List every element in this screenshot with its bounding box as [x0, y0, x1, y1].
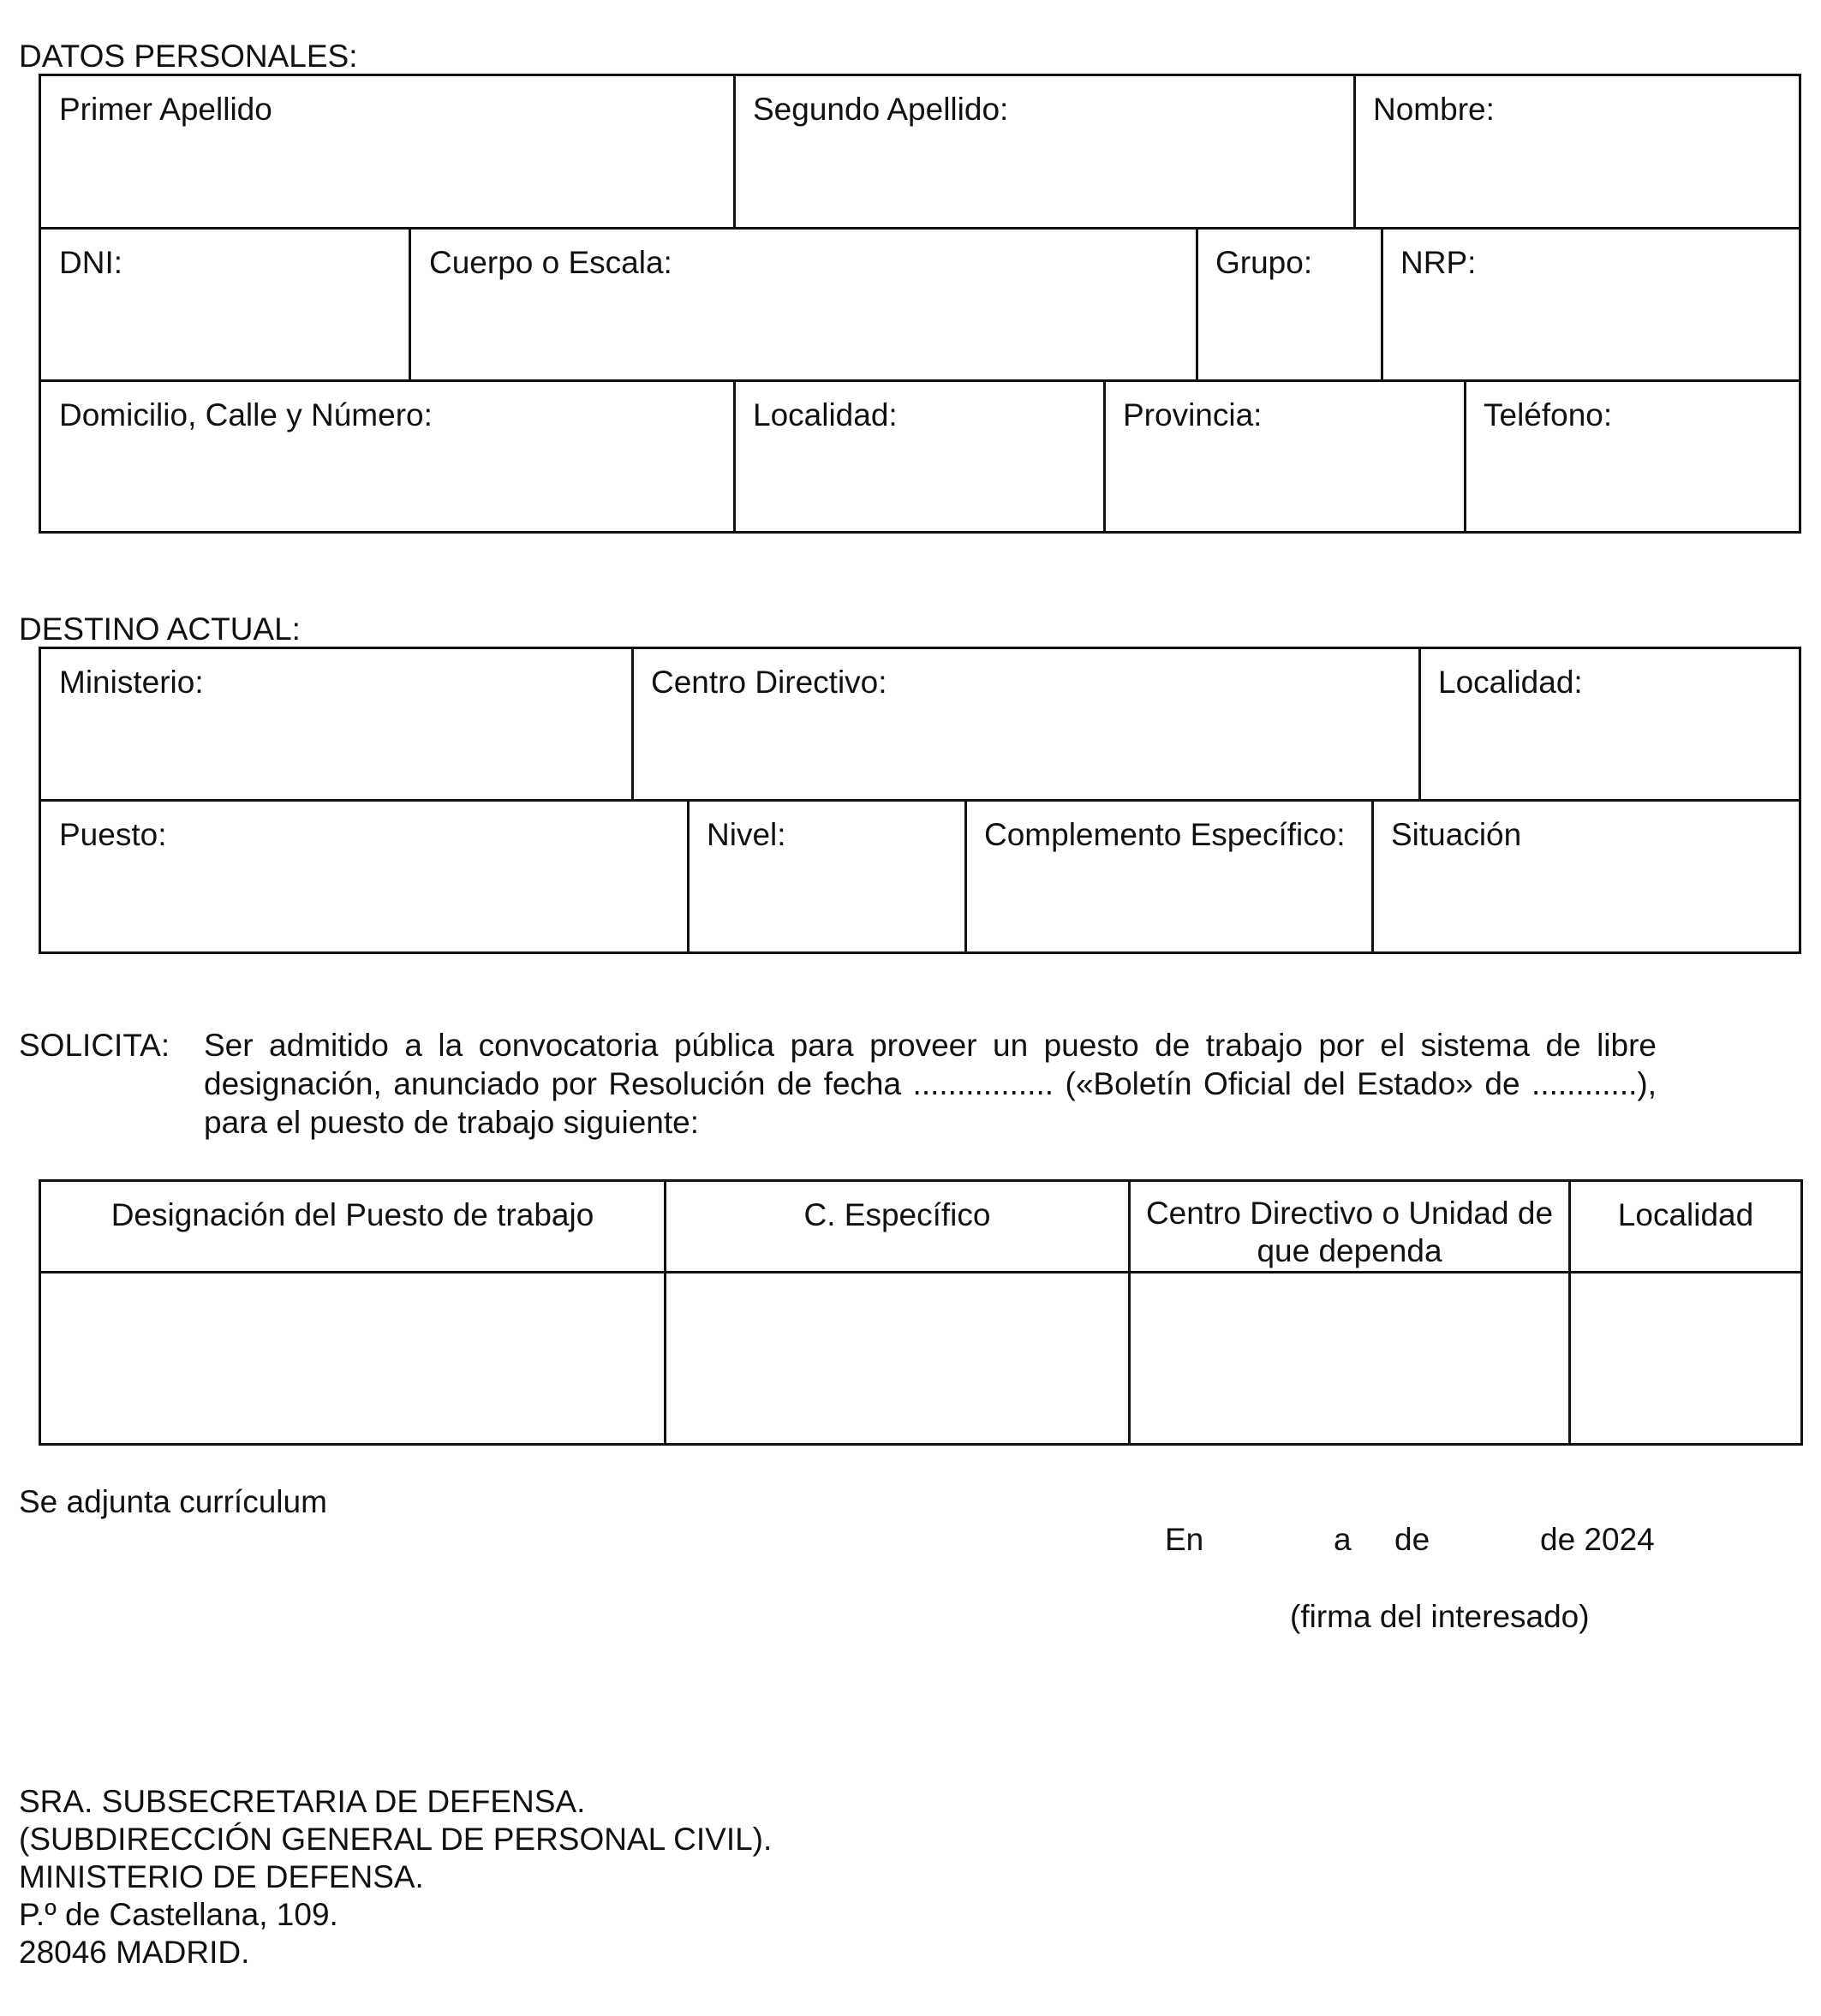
date-de: de [1394, 1522, 1430, 1557]
curriculum-note: Se adjunta currículum [19, 1484, 327, 1519]
address-line: SRA. SUBSECRETARIA DE DEFENSA. [19, 1784, 586, 1819]
signature-label: (firma del interesado) [1290, 1599, 1590, 1634]
table-row-divider [39, 799, 1801, 802]
nrp-field[interactable]: NRP: [1400, 245, 1477, 280]
solicita-text: Ser admitido a la convocatoria pública para proveer un puesto de trabajo por el sistema de libre designación, anunciado por Resolución de fecha ................ («Boletín Oficial del Estado» de ............), para el puesto de trabajo siguiente: [204, 1028, 1657, 1140]
table-header-localidad: Localidad [1617, 1197, 1754, 1232]
solicita-label: SOLICITA: [19, 1028, 170, 1063]
section-title-datos-personales: DATOS PERSONALES: [19, 39, 358, 74]
table-col-divider [1371, 799, 1374, 953]
domicilio-field[interactable]: Domicilio, Calle y Número: [59, 397, 433, 432]
segundo-apellido-field[interactable]: Segundo Apellido: [753, 92, 1009, 127]
table-col-divider [631, 647, 634, 801]
table-col-divider [1196, 227, 1198, 381]
ministerio-field[interactable]: Ministerio: [59, 665, 204, 700]
telefono-field[interactable]: Teléfono: [1484, 397, 1613, 432]
primer-apellido-field[interactable]: Primer Apellido [59, 92, 272, 127]
table-row-divider [39, 379, 1801, 382]
puesto-field[interactable]: Puesto: [59, 817, 167, 852]
table-header-c-especifico: C. Específico [803, 1197, 991, 1232]
table-row-centro-directivo-cell[interactable] [1131, 1273, 1568, 1443]
table-col-divider [687, 799, 690, 953]
recipient-address [19, 1783, 772, 1971]
date-a: a [1334, 1522, 1352, 1557]
table-col-divider [409, 227, 411, 381]
grupo-field[interactable]: Grupo: [1215, 245, 1313, 280]
table-header-designacion: Designación del Puesto de trabajo [110, 1197, 594, 1232]
table-col-divider [1353, 74, 1356, 228]
situacion-field[interactable]: Situación [1391, 817, 1522, 852]
provincia-field[interactable]: Provincia: [1123, 397, 1263, 432]
table-row-localidad-cell[interactable] [1571, 1273, 1800, 1443]
table-row-c-especifico-cell[interactable] [666, 1273, 1128, 1443]
table-header-centro-directivo: Centro Directivo o Unidad de que dependa [1145, 1196, 1554, 1268]
complemento-especifico-field[interactable]: Complemento Específico: [984, 817, 1346, 852]
table-col-divider [1381, 227, 1383, 381]
table-col-divider [733, 379, 736, 534]
cuerpo-escala-field[interactable]: Cuerpo o Escala: [429, 245, 672, 280]
table-col-divider [1103, 379, 1106, 534]
localidad-field[interactable]: Localidad: [753, 397, 898, 432]
destino-localidad-field[interactable]: Localidad: [1438, 665, 1583, 700]
table-row-designacion-cell[interactable] [41, 1273, 664, 1443]
address-line: 28046 MADRID. [19, 1935, 250, 1970]
address-line: (SUBDIRECCIÓN GENERAL DE PERSONAL CIVIL). [19, 1822, 773, 1857]
address-line: P.º de Castellana, 109. [19, 1897, 338, 1932]
nombre-field[interactable]: Nombre: [1373, 92, 1495, 127]
datos-personales-table [39, 74, 1801, 534]
table-col-divider [733, 74, 736, 228]
nivel-field[interactable]: Nivel: [707, 817, 786, 852]
table-row-divider [39, 227, 1801, 230]
address-line: MINISTERIO DE DEFENSA. [19, 1859, 424, 1894]
dni-field[interactable]: DNI: [59, 245, 122, 280]
table-col-divider [964, 799, 967, 953]
table-col-divider [1464, 379, 1466, 534]
date-en: En [1165, 1522, 1204, 1557]
table-col-divider [1418, 647, 1421, 801]
date-year: de 2024 [1540, 1522, 1655, 1557]
centro-directivo-field[interactable]: Centro Directivo: [651, 665, 887, 700]
section-title-destino-actual: DESTINO ACTUAL: [19, 611, 301, 647]
